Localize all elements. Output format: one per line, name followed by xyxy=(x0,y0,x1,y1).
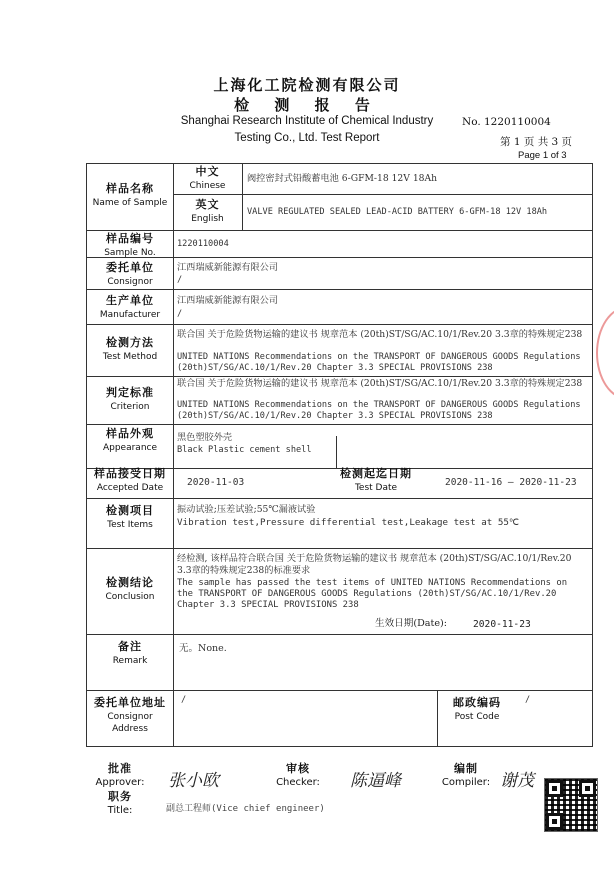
institute-name-cn: 上海化工院检测有限公司 xyxy=(213,76,401,94)
compiler-label-en: Compiler: xyxy=(441,777,491,789)
approver-label-cn: 批准 xyxy=(108,762,132,775)
report-title-en: Testing Co., Ltd. Test Report xyxy=(234,132,380,144)
qr-code-icon xyxy=(544,778,598,832)
institute-name-en: Shanghai Research Institute of Chemical Industry xyxy=(180,115,434,127)
test-method-label-cn: 检测方法 xyxy=(106,336,154,349)
sample-no-label-en: Sample No. xyxy=(104,247,156,258)
remark-label xyxy=(87,640,173,667)
accepted-date-value: 2020-11-03 xyxy=(187,477,245,488)
appearance-value-cn: 黑色塑胶外壳 xyxy=(177,432,233,443)
consignor-label xyxy=(87,261,173,288)
sample-name-cn-value: 阀控密封式铅酸蓄电池 6-GFM-18 12V 18Ah xyxy=(247,173,438,184)
sample-no-value: 1220110004 xyxy=(177,239,229,249)
consignor-address-label-en2: Address xyxy=(112,723,148,734)
manufacturer-value-en: / xyxy=(177,309,183,319)
sample-name-en-value: VALVE REGULATED SEALED LEAD-ACID BATTERY 6-GFM-18 12V 18Ah xyxy=(247,207,548,217)
report-table xyxy=(86,163,593,747)
manufacturer-label-en: Manufacturer xyxy=(99,309,161,320)
criterion-value-cn: 联合国 关于危险货物运输的建议书 规章范本 (20th)ST/SG/AC.10/1/Rev.20 3.3章的特殊规定238 xyxy=(177,378,583,389)
sample-name-label xyxy=(87,182,173,209)
accepted-date-label xyxy=(87,467,173,494)
chinese-label-cn: 中文 xyxy=(195,165,220,178)
title-value: 副总工程师(Vice chief engineer) xyxy=(166,804,325,814)
compiler-label xyxy=(436,762,496,789)
criterion-value-en: UNITED NATIONS Recommendations on the TRANSPORT OF DANGEROUS GOODS Regulations (20th)ST/SG/AC.10/1/Rev.20 Chapter 3.3 SPECIAL PROVISIONS 238 xyxy=(177,400,581,421)
consignor-value-en: / xyxy=(177,275,183,285)
post-code-value: / xyxy=(525,695,531,705)
compiler-signature: 谢茂 xyxy=(500,771,534,791)
checker-label xyxy=(268,762,328,789)
criterion-label-en: Criterion xyxy=(110,401,150,412)
chinese-label-en: Chinese xyxy=(189,180,226,191)
test-method-label-en: Test Method xyxy=(102,351,158,362)
remark-label-cn: 备注 xyxy=(118,640,142,653)
manufacturer-value-cn: 江西瑞威新能源有限公司 xyxy=(177,295,279,306)
test-date-label-en: Test Date xyxy=(354,482,398,493)
remark-label-en: Remark xyxy=(112,655,148,666)
consignor-address-value: / xyxy=(181,695,187,705)
manufacturer-label xyxy=(87,294,173,321)
conclusion-label-en: Conclusion xyxy=(105,591,155,602)
test-items-label xyxy=(87,504,173,531)
title-label-en: Title: xyxy=(107,805,133,817)
manufacturer-label-cn: 生产单位 xyxy=(106,294,154,307)
approver-signature: 张小欧 xyxy=(168,771,219,791)
test-method-value-cn: 联合国 关于危险货物运输的建议书 规章范本 (20th)ST/SG/AC.10/1/Rev.20 3.3章的特殊规定238 xyxy=(177,329,583,340)
sample-name-label-cn: 样品名称 xyxy=(106,182,154,195)
report-title-cn: 检 测 报 告 xyxy=(234,96,380,114)
sample-no-label-cn: 样品编号 xyxy=(106,232,154,245)
effective-date-label: 生效日期(Date): xyxy=(375,618,448,629)
test-items-label-cn: 检测项目 xyxy=(106,504,154,517)
sample-no-label xyxy=(87,232,173,259)
consignor-label-cn: 委托单位 xyxy=(106,261,154,274)
conclusion-value-cn: 经检测, 该样品符合联合国 关于危险货物运输的建议书 规章范本 (20th)ST/SG/AC.10/1/Rev.20 3.3章的特殊规定238的标准要求 xyxy=(177,553,572,576)
consignor-value-cn: 江西瑞威新能源有限公司 xyxy=(177,262,279,273)
post-code-label-en: Post Code xyxy=(454,711,500,722)
post-code-label-cn: 邮政编码 xyxy=(453,696,501,709)
test-date-label xyxy=(336,467,416,494)
test-items-label-en: Test Items xyxy=(107,519,153,530)
effective-date-value: 2020-11-23 xyxy=(473,619,531,630)
chinese-label xyxy=(173,165,242,192)
post-code-label xyxy=(437,696,517,723)
consignor-address-label-cn: 委托单位地址 xyxy=(94,696,166,709)
test-date-value: 2020-11-16 — 2020-11-23 xyxy=(445,477,577,488)
checker-label-en: Checker: xyxy=(276,777,320,789)
appearance-label-cn: 样品外观 xyxy=(106,427,154,440)
title-label-cn: 职务 xyxy=(108,790,132,803)
approver-label-en: Approver: xyxy=(95,777,145,789)
remark-value: 无。None. xyxy=(179,643,227,654)
checker-signature: 陈逼峰 xyxy=(350,771,401,791)
compiler-label-cn: 编制 xyxy=(454,762,478,775)
consignor-label-en: Consignor xyxy=(107,276,153,287)
criterion-label xyxy=(87,386,173,413)
test-items-value-cn: 振动试验;压差试验;55℃漏液试验 xyxy=(177,504,316,515)
english-label-en: English xyxy=(191,213,224,224)
report-number: No. 1220110004 xyxy=(462,116,551,128)
checker-label-cn: 审核 xyxy=(286,762,310,775)
appearance-label xyxy=(87,427,173,454)
sample-name-label-en: Name of Sample xyxy=(92,197,168,208)
title-label xyxy=(90,790,150,817)
accepted-date-label-en: Accepted Date xyxy=(96,482,164,493)
approver-label xyxy=(90,762,150,789)
test-date-label-cn: 检测起迄日期 xyxy=(340,467,412,480)
page-indicator-cn: 第 1 页 共 3 页 xyxy=(500,136,573,148)
test-method-label xyxy=(87,336,173,363)
conclusion-label xyxy=(87,576,173,603)
english-label xyxy=(173,198,242,225)
conclusion-label-cn: 检测结论 xyxy=(106,576,154,589)
consignor-address-label xyxy=(87,696,173,735)
appearance-value-en: Black Plastic cement shell xyxy=(177,445,312,455)
test-method-value-en: UNITED NATIONS Recommendations on the TRANSPORT OF DANGEROUS GOODS Regulations (20th)ST/SG/AC.10/1/Rev.20 Chapter 3.3 SPECIAL PROVISIONS 238 xyxy=(177,352,581,373)
criterion-label-cn: 判定标准 xyxy=(106,386,154,399)
consignor-address-label-en1: Consignor xyxy=(107,711,153,722)
english-label-cn: 英文 xyxy=(195,198,220,211)
test-items-value-en: Vibration test,Pressure differential test,Leakage test at 55℃ xyxy=(177,517,520,528)
seal-stamp xyxy=(596,306,614,400)
page-indicator-en: Page 1 of 3 xyxy=(518,150,567,161)
conclusion-value-en: The sample has passed the test items of UNITED NATIONS Recommendations on the TRANSPORT OF DANGEROUS GOODS Regulations (20th)ST/SG/AC.10/1/Rev.20 Chapter 3.3 SPECIAL PROVISIONS 238 xyxy=(177,578,568,611)
appearance-label-en: Appearance xyxy=(102,442,158,453)
accepted-date-label-cn: 样品接受日期 xyxy=(94,467,166,480)
